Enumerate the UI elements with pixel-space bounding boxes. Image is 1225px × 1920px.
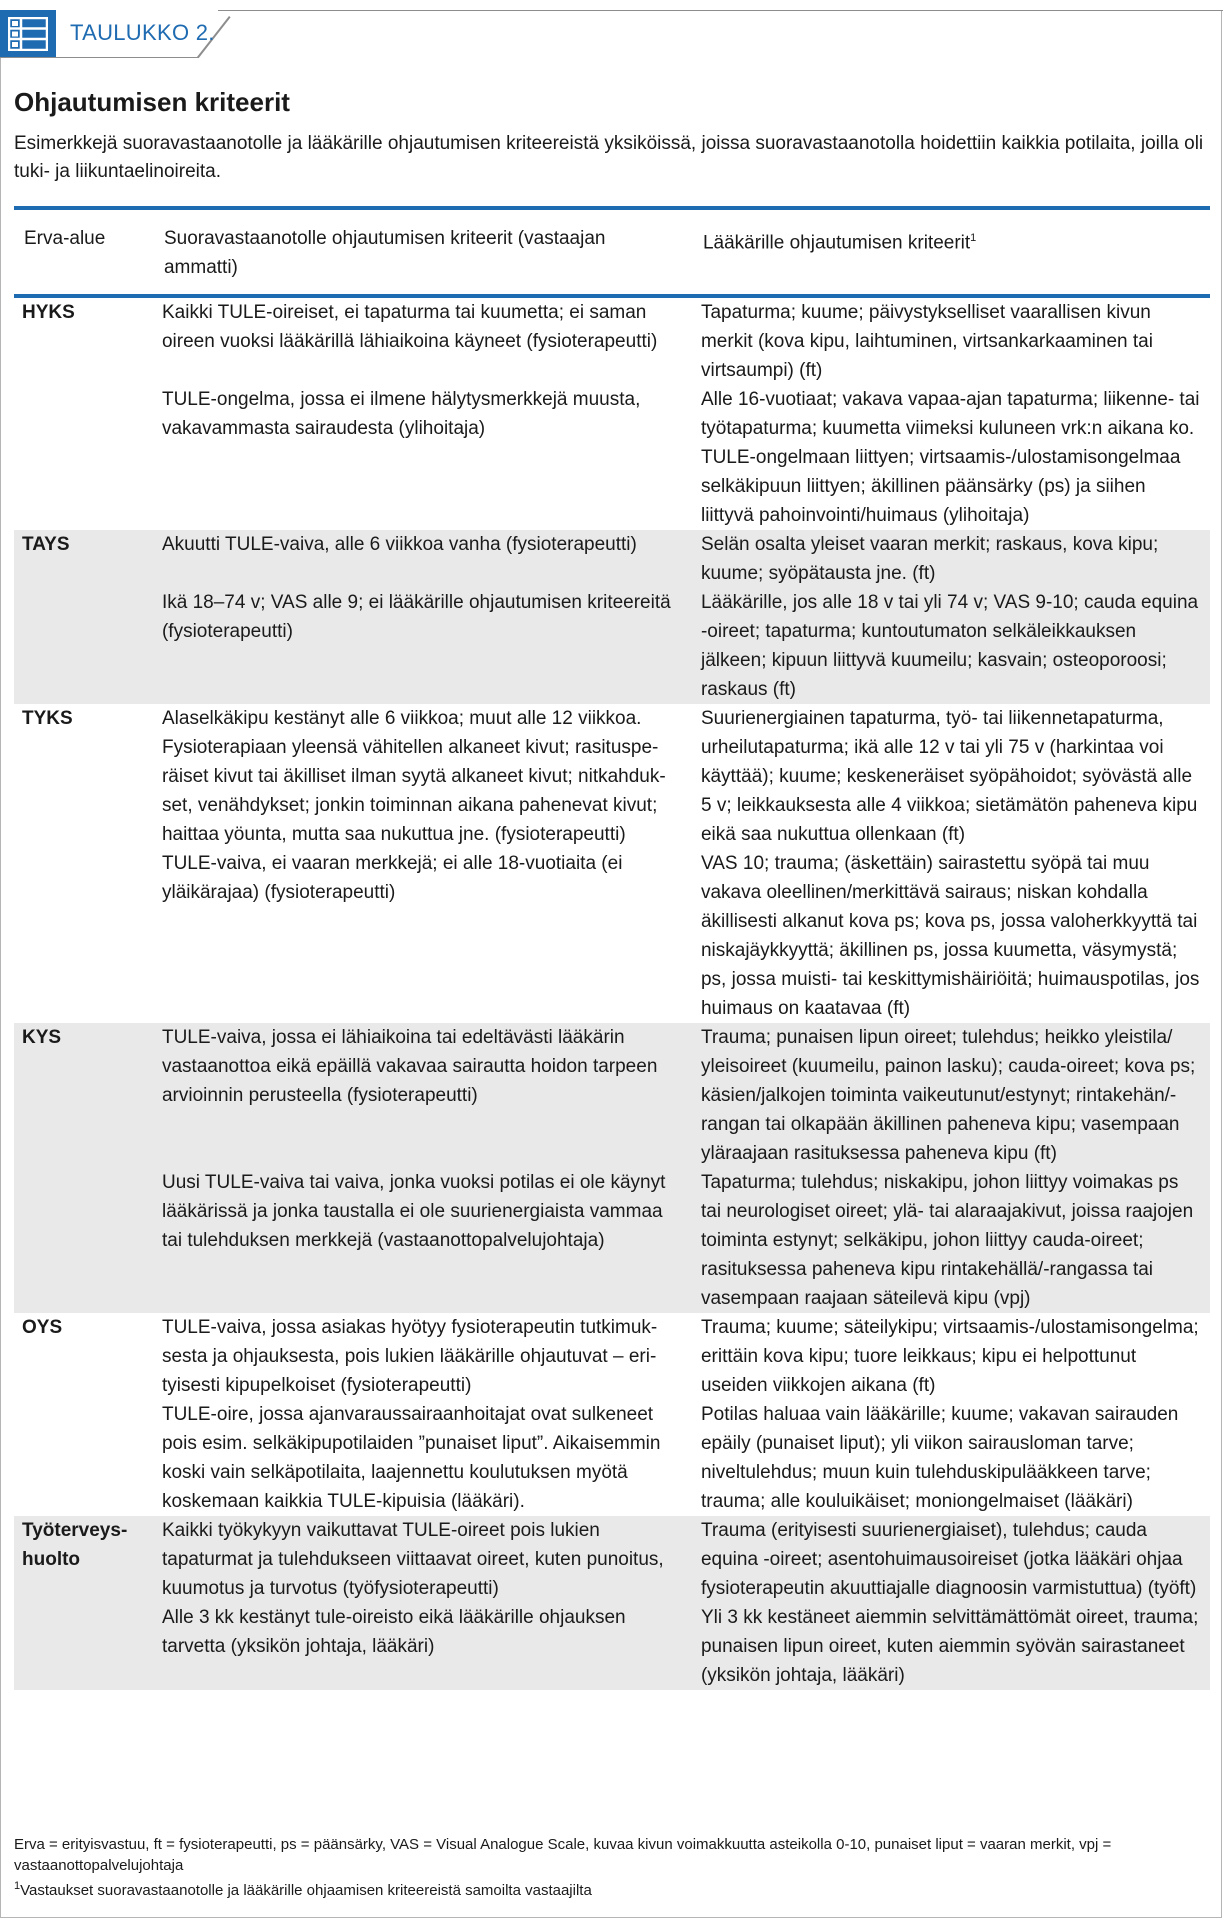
direct-criteria-cell: Alle 3 kk kestänyt tule-oireisto eikä lääkärille ohjauksen tarvetta (yksikön johtaja, lääkäri) [154,1603,693,1690]
direct-criteria-cell: Ikä 18–74 v; VAS alle 9; ei lääkärille ohjautumisen kriteereitä (fysioterapeutti) [154,588,693,704]
intro-text: Esimerkkejä suoravastaanotolle ja lääkärille ohjautumisen kriteereistä yksiköissä, joissa suoravastaanotolla hoidettiin kaikkia potilaita, joilla oli tuki- ja liikuntaelinoireita. [14,133,1204,182]
table-row [14,1313,1210,1400]
direct-criteria-cell: TULE-oire, jossa ajanvaraussairaanhoitajat ovat sulkeneet pois esim. selkäkipupotilaiden ”punaiset liput”. Aikaisemmin koski vain selkäpotilaita, laajennettu koulutuksen myötä koskemaan kaikkia TULE-kipuisia (lääkäri). [161,1404,661,1512]
table-row [14,1168,1210,1313]
doctor-criteria-cell: Trauma; kuume; säteilykipu; virtsaamis-/ulostamisongelma; erittäin kova kipu; tuore leikkaus; kipu ei helpottunut useiden viikkojen aikana (ft) [700,1317,1199,1396]
table-row [14,1400,1210,1516]
table-row [14,1603,1210,1690]
doctor-criteria-cell: Lääkärille, jos alle 18 v tai yli 74 v; VAS 9-10; cauda equina -oireet; tapaturma; kuntoutumaton selkäleikkauksen jälkeen; kipuun liittyvä kuumeilu; kasvain; osteoporoosi; raskaus (ft) [693,588,1210,704]
source-note-text: Vastaukset suoravastaanotolle ja lääkärille ohjaamisen kriteereistä samoilta vastaajilta [20,1882,592,1899]
direct-criteria-cell: TULE-vaiva, jossa asiakas hyötyy fysioterapeutin tutkimuksesta ja ohjauksesta, pois lukien lääkärille ohjautuvat – erityisesti kipupelkoiset (fysioterapeutti) [161,1317,658,1396]
region-cell: KYS [14,1023,154,1313]
doctor-criteria-cell: Potilas haluaa vain lääkärille; kuume; vakavan sairauden epäily (punaiset liput); yli viikon sairausloman tarve; niveltulehdus; muun kuin tulehduskipulääkkeen tarve; trauma; alle kouluikäiset; moniongelmaiset (lääkäri) [700,1404,1179,1512]
direct-criteria-cell: TULE-ongelma, jossa ei ilmene hälytysmerkkejä muusta, vakavammasta sairaudesta (ylihoitaja) [161,389,641,439]
direct-criteria-cell: Uusi TULE-vaiva tai vaiva, jonka vuoksi potilas ei ole käynyt lääkärissä ja jonka taustalla ei ole suurienergiaista vammaa tai tulehduksen merkkejä (vastaanottopalvelujohtaja) [154,1168,693,1313]
page-title: Ohjautumisen kriteerit [14,87,290,117]
header-doctor-criteria [693,208,1210,296]
doctor-criteria-cell: Suurienergiainen tapaturma, työ- tai liikennetapaturma, urheilutapaturma; ikä alle 12 v tai yli 75 v (harkintaa voi käyttää); kuume; keskeneräiset syöpähoidot; syövästä alle 5 v; leikkauksesta alle 4 viikkoa; sietämätön paheneva kipu eikä saa nukuttua ollenkaan (ft) [700,708,1198,845]
region-cell: OYS [22,1317,63,1338]
direct-criteria-cell: Kaikki TULE-oireiset, ei tapaturma tai kuumetta; ei saman oireen vuoksi lääkärillä lähiaikoina käyneet (fysioterapeutti) [161,302,658,352]
region-cell: TAYS [14,530,154,704]
table-row [14,1516,1210,1603]
table-row [14,530,1210,588]
doctor-criteria-cell: VAS 10; trauma; (äskettäin) sairastettu syöpä tai muu vakava oleellinen/merkittävä sairaus; niskan kohdalla äkillisesti alkanut kova ps; kova ps, jossa valoherkkyyttä tai niskajäykkyyttä; äkillinen ps, jossa kuumetta, väsymystä; ps, jossa muisti- tai keskittymishäiriöitä; huimauspotilas, jos huimaus on kaatavaa (ft) [700,853,1200,1019]
abbreviations-note: Erva = erityisvastuu, ft = fysioterapeutti, ps = päänsärky, VAS = Visual Analogue Scale, kuvaa kivun voimakkuutta asteikolla 0-10, punaiset liput = vaaran merkit, vpj = vastaanottopalvelujohtaja [14,1836,1112,1874]
table-header-row [14,208,1210,296]
direct-criteria-cell: Alaselkäkipu kestänyt alle 6 viikkoa; muut alle 12 viikkoa. Fysioterapiaan yleensä vähitellen alkaneet kivut; rasitusperäiset kivut tai äkilliset ilman syytä alkaneet kivut; nitkahdukset, venähdykset; jonkin toiminnan aikana pahenevat kivut; haittaa yöunta, mutta saa nukuttua jne. (fysioterapeutti) [161,708,666,845]
footnote-mark: 1 [970,232,977,244]
table-row [14,704,1210,849]
table-tag: TAULUKKO 2. [70,20,215,45]
table-row [14,588,1210,704]
direct-criteria-cell: Akuutti TULE-vaiva, alle 6 viikkoa vanha (fysioterapeutti) [154,530,693,588]
doctor-criteria-cell: Tapaturma; tulehdus; niskakipu, johon liittyy voimakas ps tai neurologiset oireet; ylä- tai alaraajakivut, joissa raajojen toiminta estynyt; selkäkipu, johon liittyy cauda-oireet; rasituksessa paheneva kipu rintakehällä/-rangassa tai vasempaan raajaan säteilevä kipu (vpj) [693,1168,1210,1313]
region-cell: TYKS [22,708,73,729]
header-rule [218,10,1223,11]
direct-criteria-cell: TULE-vaiva, jossa ei lähiaikoina tai edeltävästi lääkärin vastaanottoa eikä epäillä vakavaa sairautta hoidon tarpeen arvioinnin perusteella (fysioterapeutti) [154,1023,693,1168]
table-icon [0,10,56,57]
region-cell: HYKS [22,302,75,323]
header-rule-bottom [0,57,198,58]
footnotes [14,1834,1204,1901]
table-row [14,849,1210,1023]
table-row [14,1023,1210,1168]
header-erva: Erva-alue [14,208,154,296]
doctor-criteria-cell: Yli 3 kk kestäneet aiemmin selvittämättömät oireet, trauma; punaisen lipun oireet, kuten aiemmin syövän sairastaneet (yksikön johtaja, lääkäri) [693,1603,1210,1690]
doctor-criteria-cell: Trauma (erityisesti suurienergiaiset), tulehdus; cauda equina -oireet; asentohuimausoireiset (jotka lääkäri ohjaa fysioterapeutin akuuttiajalle diagnoosin varmistuttua) (työft) [693,1516,1210,1603]
doctor-criteria-cell: Trauma; punaisen lipun oireet; tulehdus; heikko yleistila/ yleisoireet (kuumeilu, painon lasku); cauda-oireet; kova ps; käsien/jalkojen toiminta vaikeutunut/estynyt; rintakehän/-rangan tai olkapään äkillinen paheneva kipu; vasempaan yläraajaan rasituksessa paheneva kipu (ft) [693,1023,1210,1168]
doctor-criteria-cell: Alle 16-vuotiaat; vakava vapaa-ajan tapaturma; liikenne- tai työtapaturma; kuumetta viimeksi kuluneen vrk:n aikana ko. TULE-ongelmaan liittyen; virtsaamis-/ulostamisongelmaa selkäkipuun liittyen; äkillinen päänsärky (ps) ja siihen liittyvä pahoinvointi/huimaus (ylihoitaja) [700,389,1200,526]
header-doctor-criteria-text: Lääkärille ohjautumisen kriteerit [702,232,971,254]
source-note [14,1876,1204,1901]
direct-criteria-cell: TULE-vaiva, ei vaaran merkkejä; ei alle 18-vuotiaita (ei yläikärajaa) (fysioterapeutti) [161,853,623,903]
doctor-criteria-cell: Tapaturma; kuume; päivystykselliset vaarallisen kivun merkit (kova kipu, laihtuminen, virtsankarkaaminen tai virtsaumpi) (ft) [700,302,1153,381]
table-row [14,296,1210,385]
header-direct-criteria: Suoravastaanotolle ohjautumisen kriteerit (vastaajan ammatti) [154,208,693,296]
doctor-criteria-cell: Selän osalta yleiset vaaran merkit; raskaus, kova kipu; kuume; syöpätausta jne. (ft) [693,530,1210,588]
table-row [14,385,1210,530]
criteria-table [14,206,1210,1690]
direct-criteria-cell: Kaikki työkykyyn vaikuttavat TULE-oireet pois lukien tapaturmat ja tulehdukseen viittaavat oireet, kuten punoitus, kuumotus ja turvotus (työfysioterapeutti) [154,1516,693,1603]
region-cell: Työterveyshuolto [14,1516,154,1690]
source-note-mark: 1 [14,1880,21,1892]
